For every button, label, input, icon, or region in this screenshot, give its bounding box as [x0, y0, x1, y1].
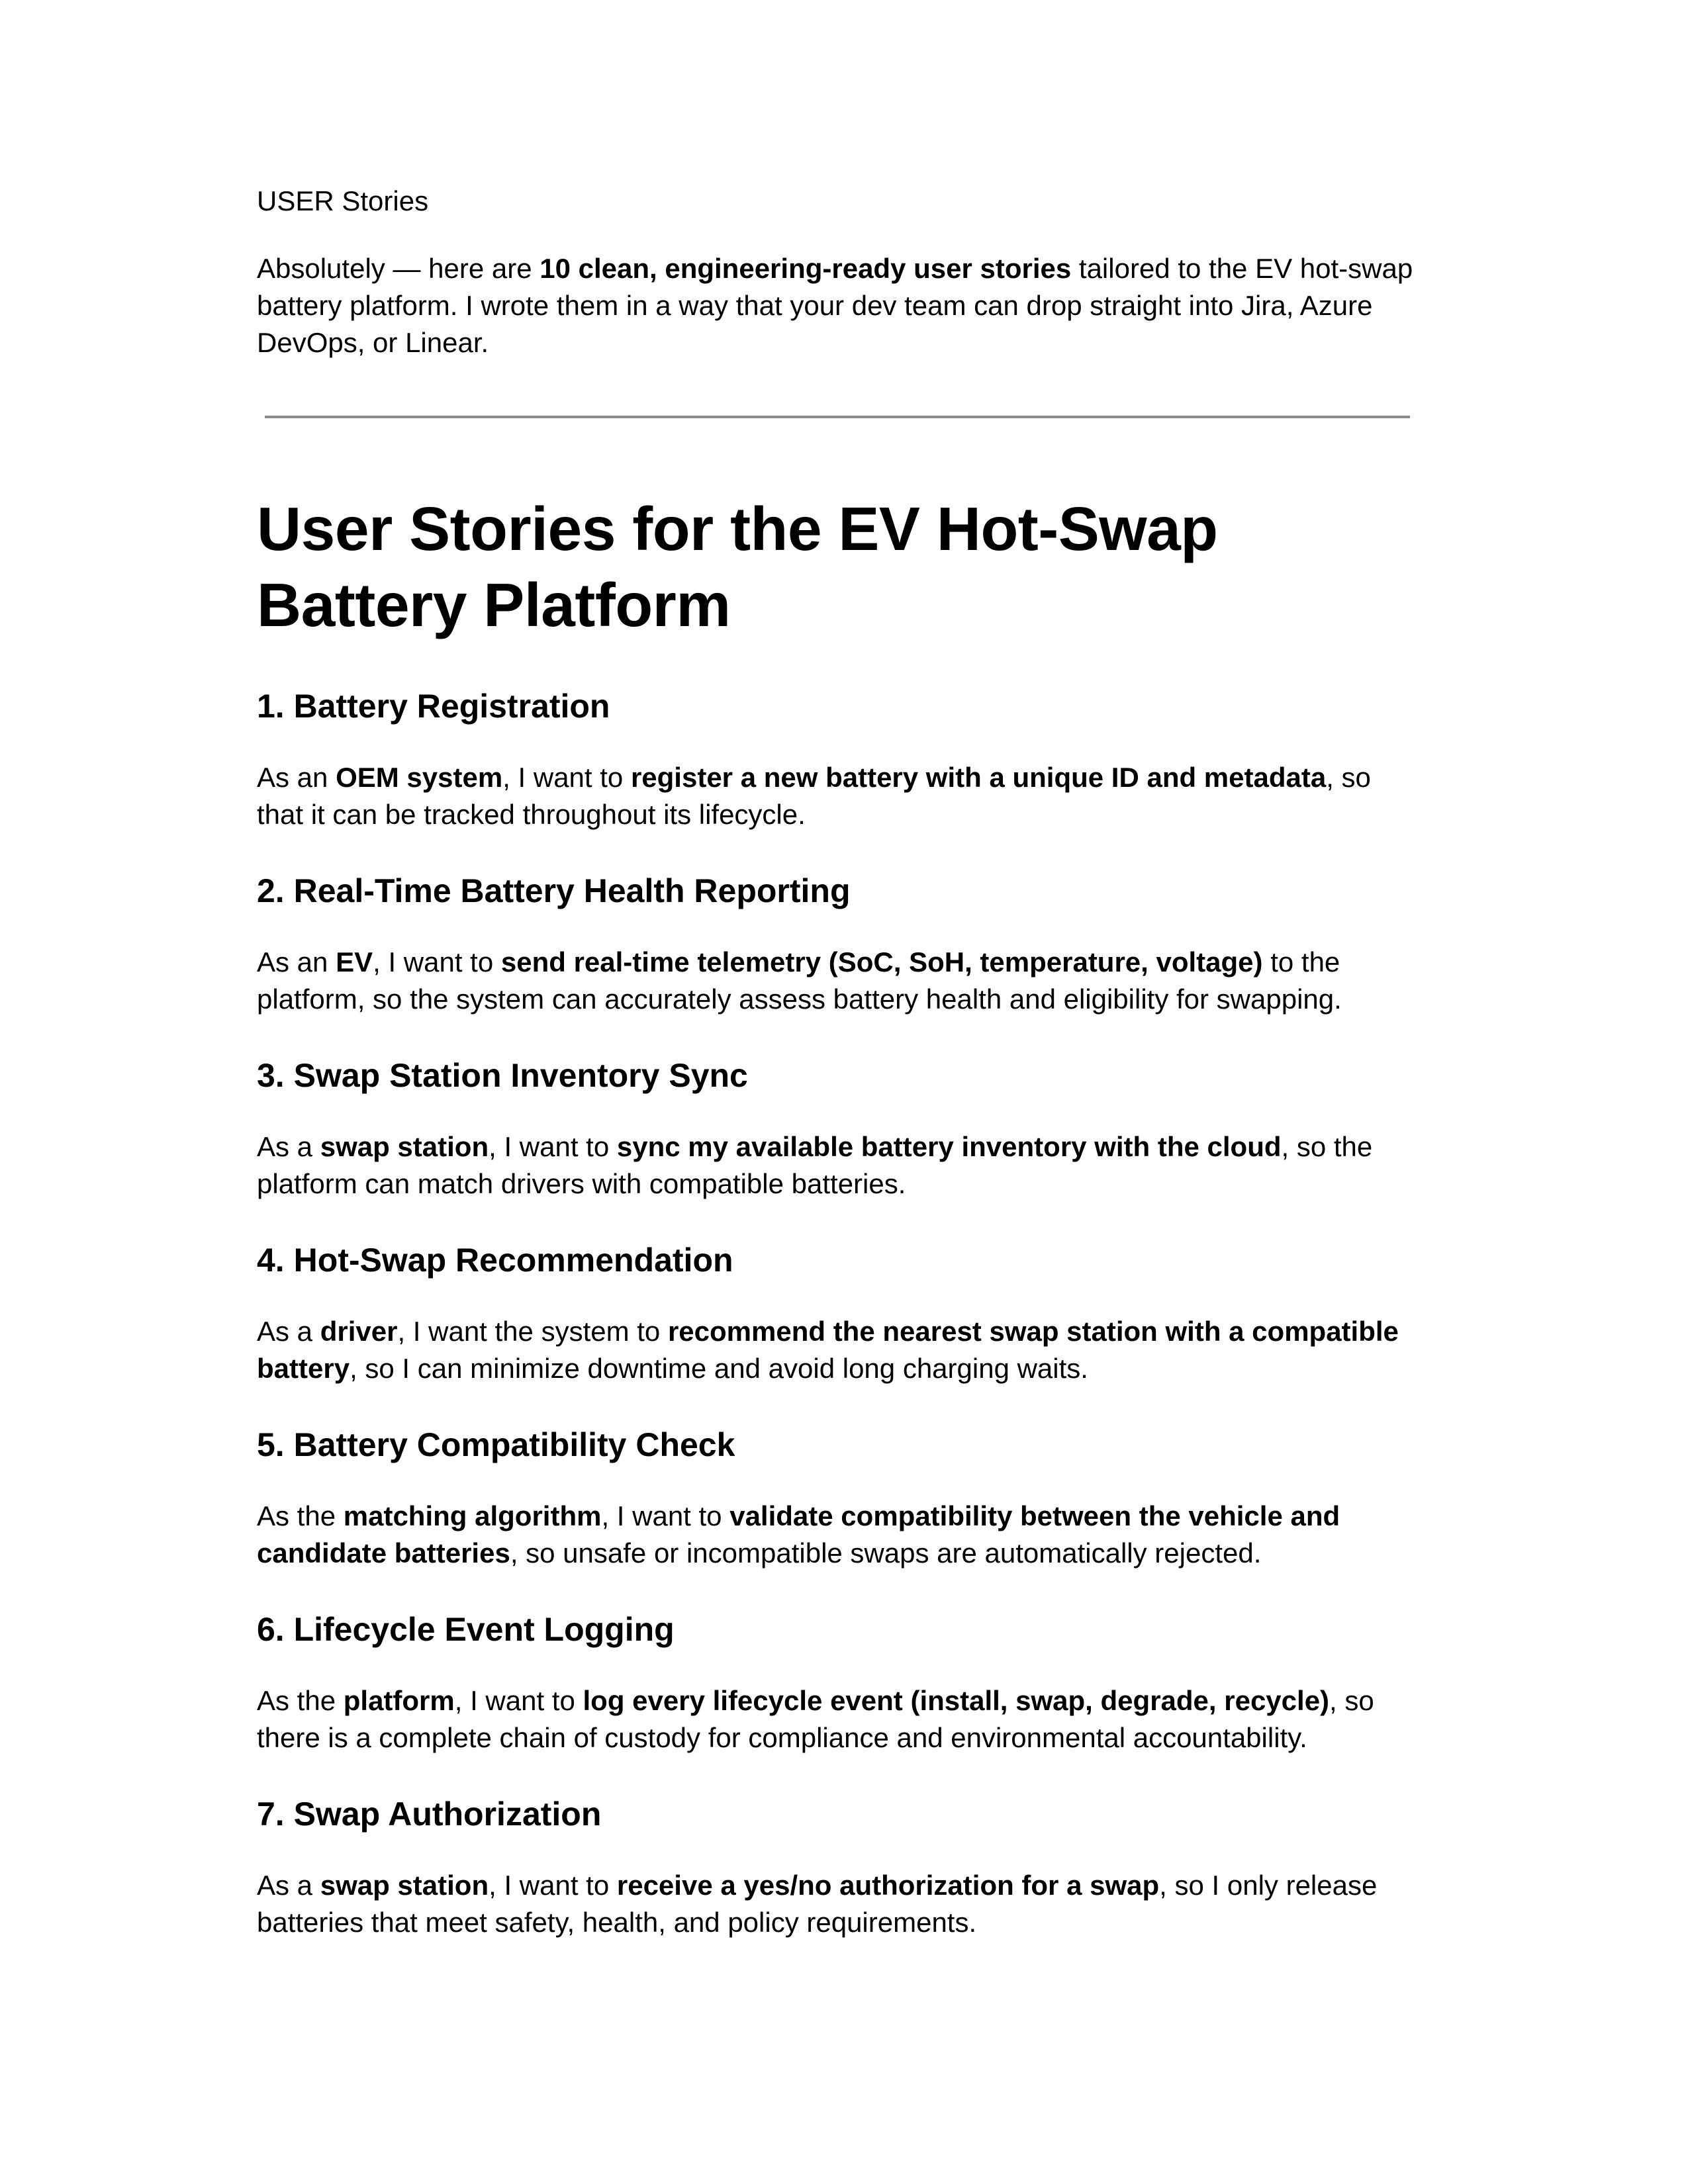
- user-story: [257, 1425, 1415, 1572]
- bold-text: EV: [336, 946, 373, 978]
- story-heading: 5. Battery Compatibility Check: [257, 1426, 735, 1463]
- text-run: , so there is a complete chain of custody for compliance and environmental accountability.: [257, 1685, 1374, 1753]
- story-heading: 4. Hot-Swap Recommendation: [257, 1242, 733, 1279]
- user-story: [257, 1610, 1415, 1756]
- text-run: Absolutely — here are: [257, 253, 540, 284]
- text-run: , I want to: [502, 762, 631, 793]
- text-run: As the: [257, 1685, 344, 1716]
- user-story: [257, 1056, 1415, 1203]
- text-run: , so I can minimize downtime and avoid long charging waits.: [350, 1353, 1088, 1384]
- user-story: [257, 871, 1415, 1018]
- story-body: [257, 1682, 1415, 1756]
- text-run: , I want the system to: [397, 1316, 668, 1347]
- bold-text: OEM system: [336, 762, 503, 793]
- text-run: As an: [257, 762, 336, 793]
- story-heading: 2. Real-Time Battery Health Reporting: [257, 872, 851, 909]
- user-story: [257, 686, 1415, 833]
- document-page: [257, 183, 1415, 1941]
- user-story: [257, 1794, 1415, 1941]
- story-heading: 6. Lifecycle Event Logging: [257, 1611, 675, 1648]
- text-run: , so the platform can match drivers with compatible batteries.: [257, 1131, 1373, 1199]
- bold-text: send real-time telemetry (SoC, SoH, temperature, voltage): [500, 946, 1263, 978]
- story-heading: 1. Battery Registration: [257, 688, 610, 725]
- bold-text: matching algorithm: [343, 1500, 602, 1531]
- text-run: As a: [257, 1316, 320, 1347]
- intro-paragraph: [257, 250, 1415, 361]
- bold-text: register a new battery with a unique ID and metadata: [630, 762, 1327, 793]
- bold-text: swap station: [320, 1131, 489, 1162]
- text-run: , I want to: [373, 946, 501, 978]
- bold-text: swap station: [320, 1870, 489, 1901]
- page-title: User Stories for the EV Hot-Swap Battery Platform: [257, 494, 1218, 639]
- text-run: , so that it can be tracked throughout its lifecycle.: [257, 762, 1371, 830]
- doc-label: USER Stories: [257, 185, 429, 216]
- text-run: As a: [257, 1131, 320, 1162]
- bold-text: validate compatibility between the vehicle and candidate batteries: [257, 1500, 1340, 1569]
- text-run: As an: [257, 946, 336, 978]
- text-run: , I want to: [489, 1870, 617, 1901]
- text-run: , so unsafe or incompatible swaps are automatically rejected.: [510, 1537, 1262, 1569]
- horizontal-divider: [265, 416, 1410, 418]
- text-run: , I want to: [601, 1500, 730, 1531]
- bold-text: 10 clean, engineering-ready user stories: [539, 253, 1072, 284]
- text-run: tailored to the EV hot-swap battery platform. I wrote them in a way that your dev team can drop straight into Jira, Azure DevOps, or Linear.: [257, 253, 1413, 358]
- text-run: As the: [257, 1500, 344, 1531]
- story-heading: 3. Swap Station Inventory Sync: [257, 1057, 748, 1094]
- text-run: , I want to: [454, 1685, 583, 1716]
- story-heading: 7. Swap Authorization: [257, 1796, 602, 1833]
- text-run: As a: [257, 1870, 320, 1901]
- story-body: [257, 1128, 1415, 1203]
- story-body: [257, 1498, 1415, 1572]
- user-story: [257, 1240, 1415, 1387]
- story-body: [257, 944, 1415, 1018]
- bold-text: log every lifecycle event (install, swap, degrade, recycle): [583, 1685, 1330, 1716]
- text-run: to the platform, so the system can accurately assess battery health and eligibility for swapping.: [257, 946, 1342, 1015]
- bold-text: driver: [320, 1316, 398, 1347]
- text-run: , I want to: [489, 1131, 617, 1162]
- story-body: [257, 759, 1415, 833]
- story-body: [257, 1867, 1415, 1941]
- bold-text: sync my available battery inventory with the cloud: [616, 1131, 1282, 1162]
- story-list: [257, 686, 1415, 1941]
- story-body: [257, 1313, 1415, 1387]
- text-run: , so I only release batteries that meet safety, health, and policy requirements.: [257, 1870, 1378, 1938]
- bold-text: receive a yes/no authorization for a swap: [616, 1870, 1160, 1901]
- bold-text: recommend the nearest swap station with a compatible battery: [257, 1316, 1399, 1384]
- bold-text: platform: [343, 1685, 455, 1716]
